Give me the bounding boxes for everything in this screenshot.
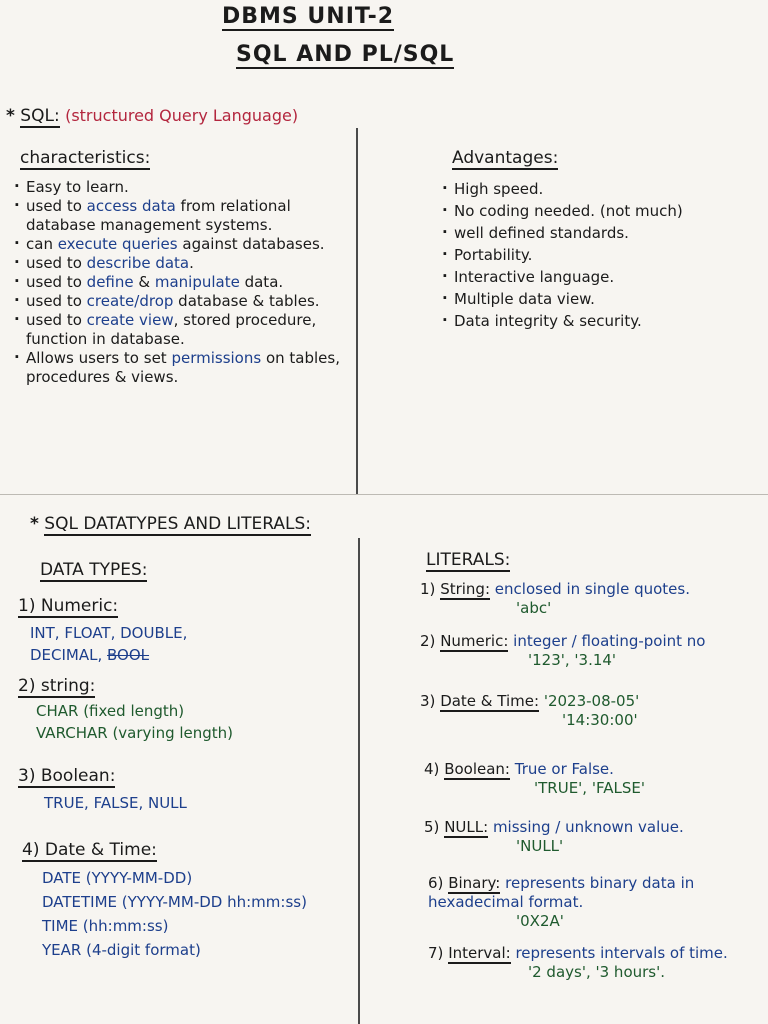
column-divider-bottom <box>358 538 360 1024</box>
type-line: YEAR (4-digit format) <box>42 941 201 959</box>
literal-string: 1) String: enclosed in single quotes. 'abc' <box>420 580 690 617</box>
section-divider <box>0 494 768 495</box>
sql-label: SQL: <box>20 106 60 126</box>
list-item: · Interactive language. <box>440 266 760 288</box>
page-title-unit: DBMS UNIT-2 <box>222 4 395 29</box>
type-line: CHAR (fixed length) <box>36 702 185 720</box>
list-item: · Multiple data view. <box>440 288 760 310</box>
numeric-group <box>18 596 187 666</box>
type-line: DATETIME (YYYY-MM-DD hh:mm:ss) <box>42 893 307 911</box>
type-line: DATE (YYYY-MM-DD) <box>42 869 193 887</box>
list-item: · High speed. <box>440 178 760 200</box>
datatypes-label: SQL DATATYPES AND LITERALS: <box>44 514 311 534</box>
list-item: · Portability. <box>440 244 760 266</box>
type-line: INT, FLOAT, DOUBLE, <box>30 624 188 642</box>
list-item: · used to create/drop database & tables. <box>12 292 347 311</box>
boolean-group <box>18 766 187 814</box>
list-item: · Data integrity & security. <box>440 310 760 332</box>
sql-full-form: (structured Query Language) <box>65 106 299 125</box>
list-item: · can execute queries against databases. <box>12 235 347 254</box>
list-item: · used to create view, stored procedure, function in database. <box>12 311 347 349</box>
list-item: · Easy to learn. <box>12 178 347 197</box>
datatypes-heading <box>30 514 311 534</box>
group-label: 3) Boolean: <box>18 766 116 786</box>
datetime-group <box>22 840 307 962</box>
list-item: · No coding needed. (not much) <box>440 200 760 222</box>
literal-label: Numeric: <box>440 632 509 650</box>
column-divider-top <box>356 128 358 494</box>
type-line: TIME (hh:mm:ss) <box>42 917 169 935</box>
literal-binary: 6) Binary: represents binary data in hexadecimal format. '0X2A' <box>428 874 695 930</box>
group-label: 2) string: <box>18 676 96 696</box>
list-item: · used to access data from relational database management systems. <box>12 197 347 235</box>
characteristics-heading: characteristics: <box>20 148 151 168</box>
advantages-list <box>440 178 760 332</box>
list-item: · Allows users to set permissions on tables, procedures & views. <box>12 349 347 387</box>
literals-heading: LITERALS: <box>426 550 511 570</box>
type-line: DECIMAL, BOOL <box>30 646 150 664</box>
literal-label: String: <box>440 580 491 598</box>
literal-label: Binary: <box>448 874 501 892</box>
string-group <box>18 676 233 744</box>
star-bullet: * <box>30 514 39 534</box>
characteristics-list <box>12 178 347 387</box>
list-item: · well defined standards. <box>440 222 760 244</box>
list-item: · used to define & manipulate data. <box>12 273 347 292</box>
type-line: TRUE, FALSE, NULL <box>44 794 187 812</box>
literal-label: NULL: <box>444 818 489 836</box>
literal-null: 5) NULL: missing / unknown value. 'NULL' <box>424 818 684 855</box>
page-title-topic: SQL AND PL/SQL <box>236 42 455 67</box>
group-label: 1) Numeric: <box>18 596 119 616</box>
list-item: · used to describe data. <box>12 254 347 273</box>
literal-label: Date & Time: <box>440 692 540 710</box>
type-line: VARCHAR (varying length) <box>36 724 234 742</box>
literal-numeric: 2) Numeric: integer / floating-point no '123', '3.14' <box>420 632 706 669</box>
data-types-heading: DATA TYPES: <box>40 560 148 580</box>
group-label: 4) Date & Time: <box>22 840 157 860</box>
advantages-heading: Advantages: <box>452 148 559 168</box>
literal-interval: 7) Interval: represents intervals of time. '2 days', '3 hours'. <box>428 944 728 981</box>
sql-heading <box>6 106 298 126</box>
literal-boolean: 4) Boolean: True or False. 'TRUE', 'FALSE' <box>424 760 645 797</box>
literal-label: Boolean: <box>444 760 510 778</box>
literal-label: Interval: <box>448 944 511 962</box>
star-bullet: * <box>6 106 15 126</box>
literal-datetime: 3) Date & Time: '2023-08-05' '14:30:00' <box>420 692 640 729</box>
